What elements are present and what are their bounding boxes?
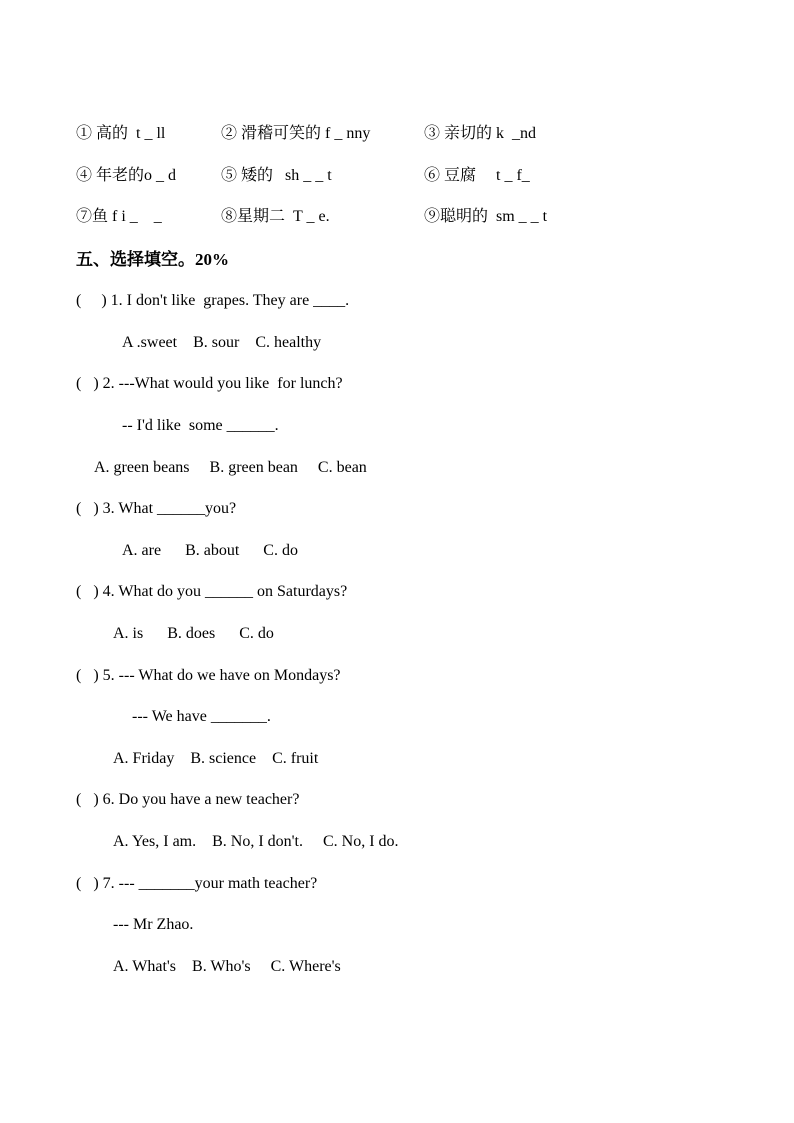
vocab-item-8: ⑧星期二 T _ e.: [221, 208, 330, 225]
vocab-item-9: ⑨聪明的 sm _ _ t: [424, 208, 548, 225]
question-7-line: --- Mr Zhao.: [113, 916, 194, 933]
question-7-stem: ( ) 7. --- _______your math teacher?: [76, 875, 318, 892]
question-2-options: A. green beans B. green bean C. bean: [94, 459, 367, 476]
question-4-stem: ( ) 4. What do you ______ on Saturdays?: [76, 583, 348, 600]
question-6-options: A. Yes, I am. B. No, I don't. C. No, I do.: [113, 833, 399, 850]
vocab-item-3: ③ 亲切的 k _nd: [424, 125, 537, 142]
question-1-stem: ( ) 1. I don't like grapes. They are ____.: [76, 292, 350, 309]
vocab-item-4: ④ 年老的o _ d: [76, 167, 177, 184]
question-4-options: A. is B. does C. do: [113, 625, 274, 642]
vocab-item-1: ① 高的 t _ ll: [76, 125, 166, 142]
question-5-stem: ( ) 5. --- What do we have on Mondays?: [76, 667, 341, 684]
question-3-options: A. are B. about C. do: [122, 542, 298, 559]
question-5-line: --- We have _______.: [132, 708, 271, 725]
vocab-item-7: ⑦鱼 f i _ _: [76, 208, 162, 225]
question-1-options: A .sweet B. sour C. healthy: [122, 334, 322, 351]
question-3-stem: ( ) 3. What ______you?: [76, 500, 237, 517]
question-6-stem: ( ) 6. Do you have a new teacher?: [76, 791, 300, 808]
vocab-item-5: ⑤ 矮的 sh _ _ t: [221, 167, 332, 184]
question-7-options: A. What's B. Who's C. Where's: [113, 958, 341, 975]
question-5-options: A. Friday B. science C. fruit: [113, 750, 319, 767]
question-2-line: -- I'd like some ______.: [122, 417, 279, 434]
vocab-item-6: ⑥ 豆腐 t _ f_: [424, 167, 530, 184]
section-title: 五、选择填空。20%: [76, 250, 229, 269]
question-2-stem: ( ) 2. ---What would you like for lunch?: [76, 375, 343, 392]
vocab-item-2: ② 滑稽可笑的 f _ nny: [221, 125, 371, 142]
